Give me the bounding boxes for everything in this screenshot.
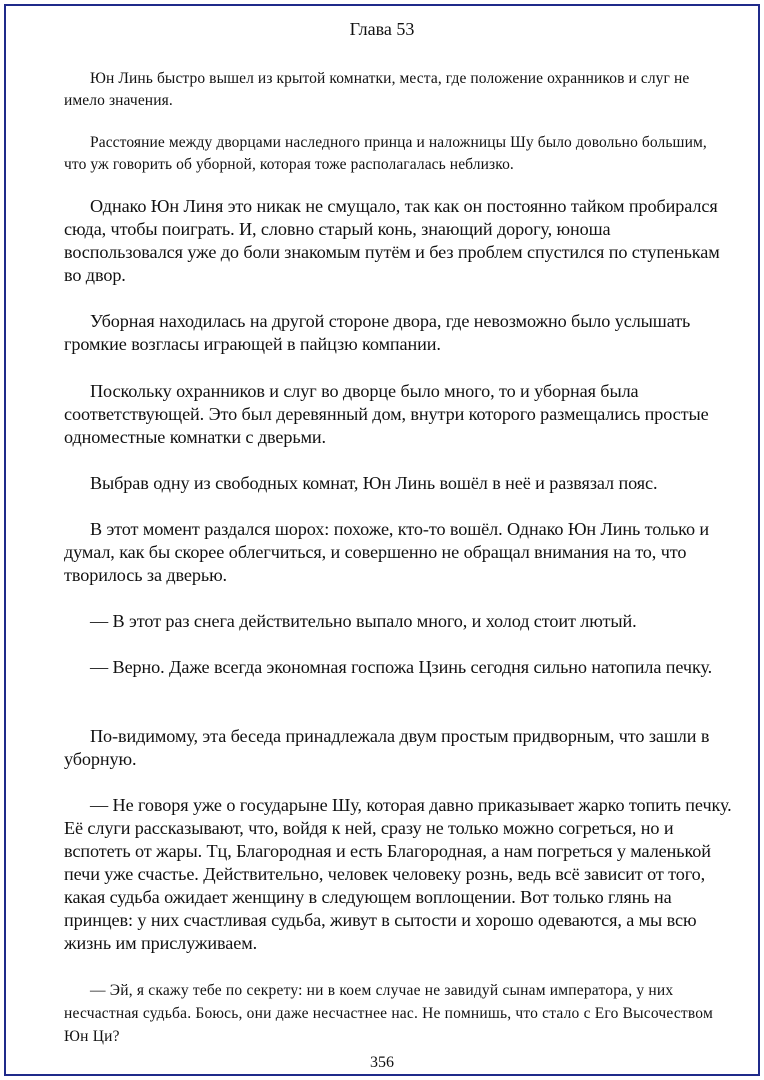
paragraph-10: По-видимому, эта беседа принадлежала двум простым придворным, что зашли в уборную. (64, 726, 710, 769)
paragraph-3: Однако Юн Линя это никак не смущало, так как он постоянно тайком пробирался сюда, чтобы поиграть. И, словно старый конь, знающий дорогу, юноша воспользовался уже до боли знакомым путём и без проблем спустился по ступенькам во двор. (64, 196, 720, 285)
chapter-title: Глава 53 (349, 19, 415, 39)
page-frame (4, 4, 760, 1076)
paragraph-12: — Эй, я скажу тебе по секрету: ни в коем случае не завидуй сынам императора, у них несчастная судьба. Боюсь, они даже несчастнее нас. Не помнишь, что стало с Его Высочеством Юн Ци? (64, 982, 713, 1045)
paragraph-9: — Верно. Даже всегда экономная госпожа Цзинь сегодня сильно натопила печку. (90, 657, 713, 677)
paragraph-5: Поскольку охранников и слуг во дворце было много, то и уборная была соответствующей. Это был деревянный дом, внутри которого размещались простые одноместные комнатки с дверьми. (64, 381, 709, 447)
page-number: 356 (370, 1054, 394, 1071)
paragraph-2: Расстояние между дворцами наследного принца и наложницы Шу было довольно большим, что уж говорить об уборной, которая тоже располагалась неблизко. (64, 134, 707, 173)
paragraph-4: Уборная находилась на другой стороне двора, где невозможно было услышать громкие возгласы играющей в пайцзю компании. (64, 311, 691, 354)
paragraph-1: Юн Линь быстро вышел из крытой комнатки, места, где положение охранников и слуг не имело значения. (64, 70, 690, 109)
paragraph-6: Выбрав одну из свободных комнат, Юн Линь вошёл в неё и развязал пояс. (90, 473, 658, 493)
paragraph-11: — Не говоря уже о государыне Шу, которая давно приказывает жарко топить печку. Её слуги рассказывают, что, войдя к ней, сразу не только можно согреться, но и вспотеть от жары. Тц, Благородная и есть Благородная, а нам погреться у маленькой печи уже счастье. Действительно, человек человеку рознь, ведь всё зависит от того, какая судьба ожидает женщину в следующем воплощении. Вот только глянь на принцев: у них счастливая судьба, живут в сытости и хорошо одеваются, а мы всю жизнь им прислуживаем. (64, 795, 732, 953)
paragraph-8: — В этот раз снега действительно выпало много, и холод стоит лютый. (90, 611, 637, 631)
paragraph-7: В этот момент раздался шорох: похоже, кто-то вошёл. Однако Юн Линь только и думал, как бы скорее облегчиться, и совершенно не обращал внимания на то, что творилось за дверью. (64, 519, 710, 585)
document-page (6, 6, 758, 1074)
